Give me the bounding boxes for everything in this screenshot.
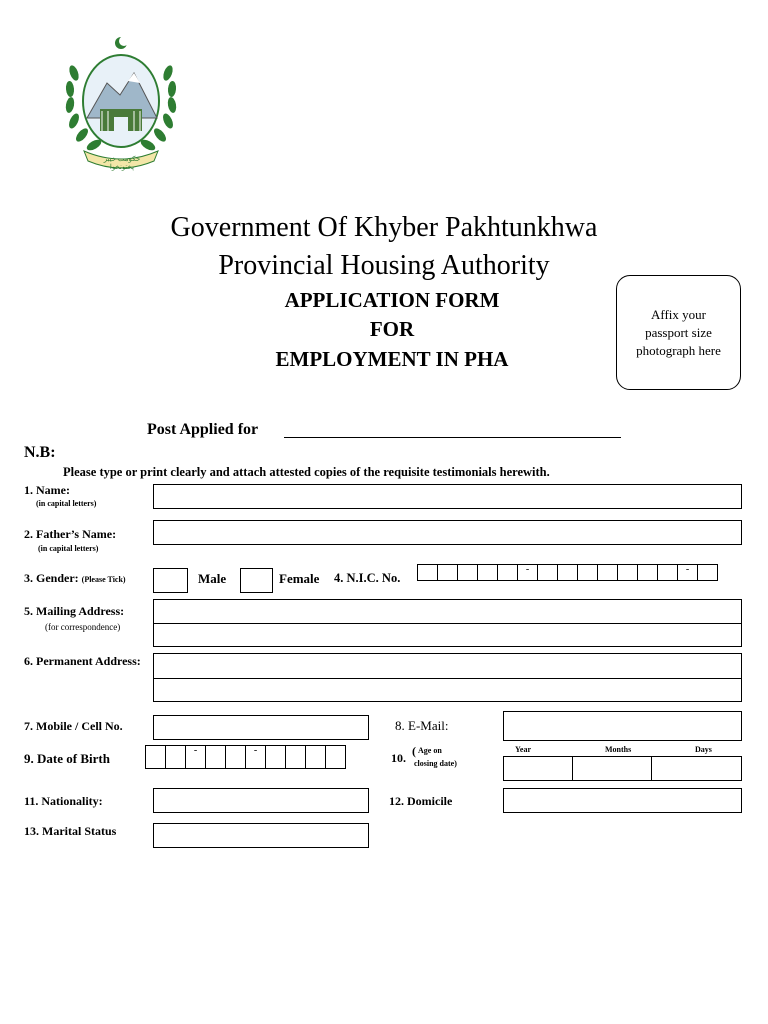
nic-cells[interactable] (418, 564, 718, 581)
permanent-address-label: 6. Permanent Address: (24, 654, 141, 668)
dob-dash: - (185, 745, 206, 769)
mobile-label: 7. Mobile / Cell No. (24, 719, 123, 733)
nationality-label: 11. Nationality: (24, 794, 103, 808)
nic-cell[interactable] (577, 564, 598, 581)
mailing-address-label: 5. Mailing Address: (24, 604, 125, 618)
header-authority-title: Provincial Housing Authority (218, 250, 550, 281)
age-year-header: Year (515, 745, 531, 754)
mobile-input[interactable] (153, 715, 369, 740)
female-checkbox[interactable] (240, 568, 273, 593)
mailing-address-input[interactable] (153, 599, 742, 647)
nb-heading: N.B: (24, 444, 56, 461)
female-label: Female (279, 571, 320, 586)
age-months-input[interactable] (572, 756, 652, 781)
gender-label (24, 571, 126, 586)
mailing-address-divider (154, 623, 741, 624)
age-note-line1: Age on (418, 746, 442, 755)
nic-cell[interactable] (637, 564, 658, 581)
name-label: 1. Name: (24, 483, 70, 497)
name-input[interactable] (153, 484, 742, 509)
age-days-header: Days (695, 745, 712, 754)
form-title-line1: APPLICATION FORM (284, 288, 500, 312)
nic-cell[interactable] (537, 564, 558, 581)
email-input[interactable] (503, 711, 742, 741)
father-name-input[interactable] (153, 520, 742, 545)
dob-cell[interactable] (305, 745, 326, 769)
dob-cell[interactable] (225, 745, 246, 769)
age-note-line2: closing date) (414, 759, 457, 768)
mailing-address-note: (for correspondence) (45, 622, 121, 632)
nic-cell[interactable] (657, 564, 678, 581)
age-days-input[interactable] (651, 756, 742, 781)
email-label: 8. E-Mail: (395, 718, 449, 733)
dob-dash: - (245, 745, 266, 769)
father-name-label: 2. Father’s Name: (24, 527, 117, 541)
nic-dash: - (517, 564, 538, 581)
nic-cell[interactable] (457, 564, 478, 581)
photo-box-text: Affix your passport size photograph here (636, 306, 721, 358)
dob-cell[interactable] (325, 745, 346, 769)
marital-status-input[interactable] (153, 823, 369, 848)
male-label: Male (198, 571, 227, 586)
dob-cell[interactable] (165, 745, 186, 769)
dob-cell[interactable] (205, 745, 226, 769)
dob-cell[interactable] (285, 745, 306, 769)
age-paren: ( (412, 744, 416, 758)
dob-cell[interactable] (145, 745, 166, 769)
nic-cell[interactable] (477, 564, 498, 581)
form-title-line2: FOR (369, 317, 415, 341)
permanent-address-divider (154, 678, 741, 679)
name-note: (in capital letters) (36, 499, 97, 508)
emblem-caption: حکومت خیبر پختونخوا (103, 155, 141, 171)
domicile-label: 12. Domicile (389, 794, 453, 808)
nic-cell[interactable] (697, 564, 718, 581)
dob-cell[interactable] (265, 745, 286, 769)
father-name-note: (in capital letters) (38, 544, 99, 553)
male-checkbox[interactable] (153, 568, 188, 593)
nic-cell[interactable] (597, 564, 618, 581)
age-months-header: Months (605, 745, 632, 754)
marital-status-label: 13. Marital Status (24, 824, 117, 838)
dob-label: 9. Date of Birth (24, 751, 110, 766)
nic-cell[interactable] (497, 564, 518, 581)
permanent-address-input[interactable] (153, 653, 742, 702)
gender-note: (Please Tick) (81, 575, 126, 584)
post-applied-label: Post Applied for (147, 421, 259, 438)
nic-label: 4. N.I.C. No. (334, 571, 401, 585)
nic-dash: - (677, 564, 698, 581)
nationality-input[interactable] (153, 788, 369, 813)
domicile-input[interactable] (503, 788, 742, 813)
nic-cell[interactable] (437, 564, 458, 581)
dob-cells[interactable] (146, 745, 346, 769)
photo-box[interactable] (616, 275, 741, 390)
nic-cell[interactable] (417, 564, 438, 581)
government-emblem-logo (62, 33, 180, 173)
emblem-icon (62, 33, 180, 173)
age-year-input[interactable] (503, 756, 573, 781)
nb-instruction: Please type or print clearly and attach attested copies of the requisite testimonials herewith. (63, 465, 550, 479)
age-label: 10. (391, 751, 406, 765)
form-title-line3: EMPLOYMENT IN PHA (275, 347, 509, 371)
nic-cell[interactable] (557, 564, 578, 581)
nic-cell[interactable] (617, 564, 638, 581)
gender-label-text: 3. Gender: (24, 571, 79, 585)
header-government-title: Government Of Khyber Pakhtunkhwa (170, 212, 598, 243)
post-applied-line[interactable] (284, 437, 621, 438)
